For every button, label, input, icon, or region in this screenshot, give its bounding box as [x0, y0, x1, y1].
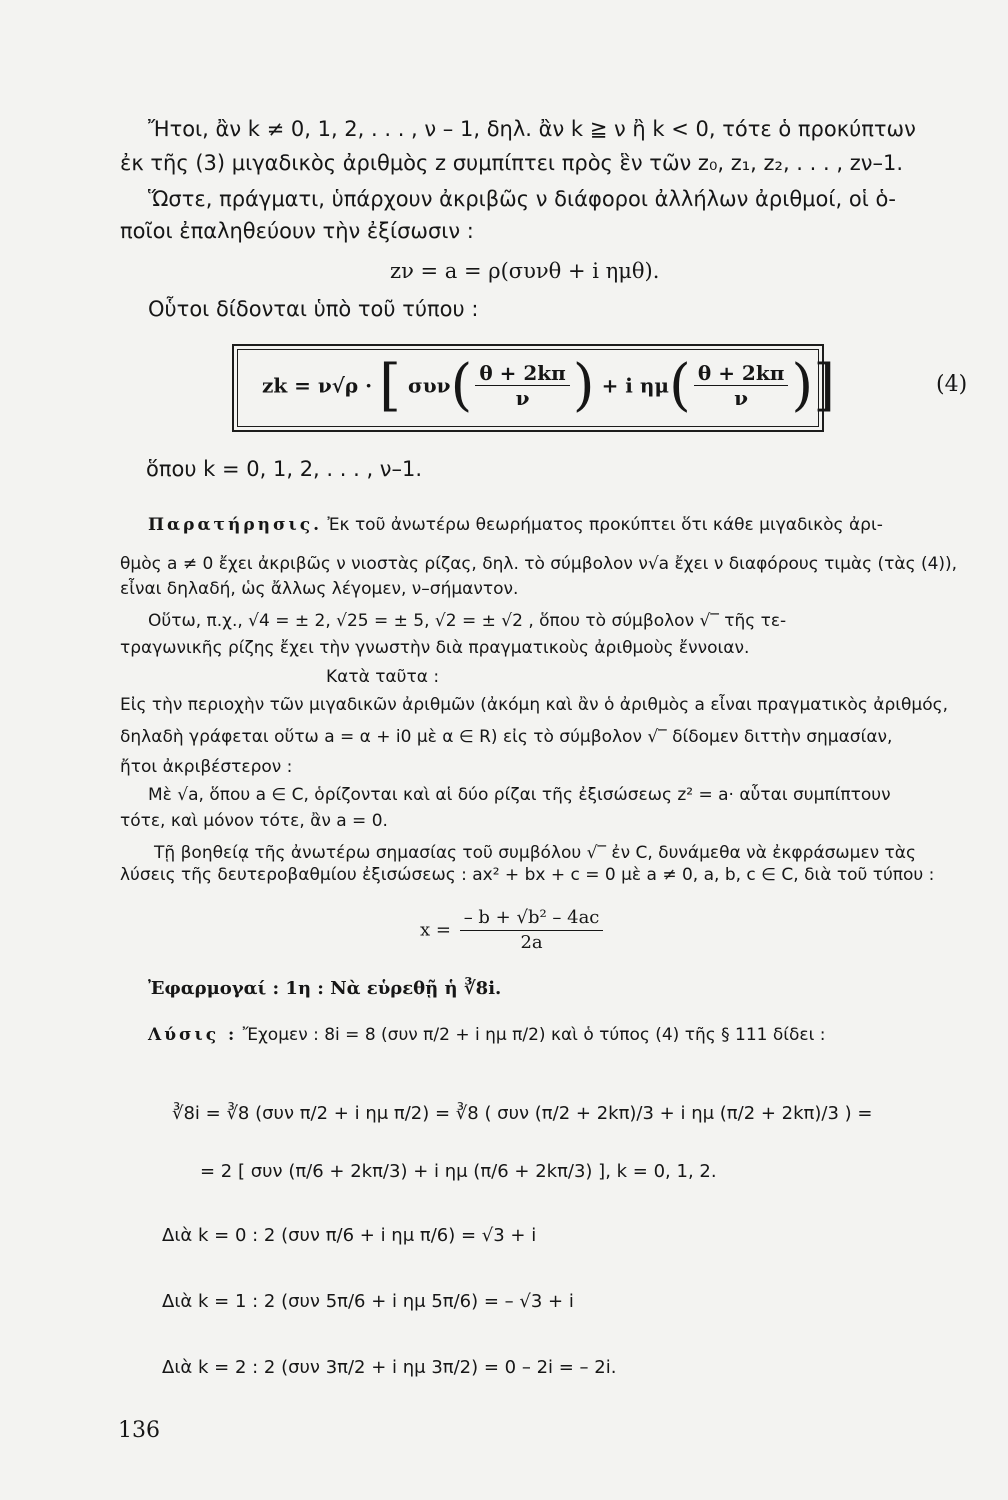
text-line: ποῖοι ἐπαληθεύουν τὴν ἐξίσωσιν :	[120, 219, 474, 243]
remark-text: τραγωνικῆς ρίζης ἔχει τὴν γνωστὴν διὰ πραγματικοὺς ἀριθμοὺς ἔννοιαν.	[120, 638, 750, 658]
remark-text: λύσεις τῆς δευτεροβαθμίου ἐξισώσεως : ax² + bx + c = 0 μὲ a ≠ 0, a, b, c ∈ C, διὰ τοῦ τύπου :	[120, 865, 935, 885]
case-k0: Διὰ k = 0 : 2 (συν π/6 + i ημ π/6) = √3 + i	[162, 1225, 537, 1246]
formula-4: zk = ν√ρ · [ συν( $\frac{\theta + 2k\pi}{\nu}$ ) + i ημ( $\frac{\theta + 2k\pi}{\nu}$ )]	[262, 353, 836, 418]
remark-text: Οὕτω, π.χ., √4 = ± 2, √25 = ± 5, √2 = ± √2 , ὅπου τὸ σύμβολον √‾ τῆς τε-	[148, 611, 787, 631]
quad-numerator: – b + √b² – 4ac	[460, 906, 604, 931]
applications-heading: Ἐφαρμογαί : 1η : Νὰ εὑρεθῇ ἡ ∛8i.	[148, 978, 502, 999]
general-solution: = 2 [ συν (π/6 + 2kπ/3) + i ημ (π/6 + 2kπ/3) ], k = 0, 1, 2.	[200, 1161, 717, 1182]
remark-text: Εἰς τὴν περιοχὴν τῶν μιγαδικῶν ἀριθμῶν (ἀκόμη καὶ ἂν ὁ ἀριθμὸς a εἶναι πραγματικὸς ἀριθμός,	[120, 695, 949, 715]
equation-number: (4)	[936, 372, 968, 397]
formula-num: θ + 2kπ	[694, 361, 788, 386]
remark-text: Κατὰ ταῦτα :	[326, 667, 440, 687]
remark-paragraph	[148, 514, 883, 536]
remark-text: Τῇ βοηθείᾳ τῆς ἀνωτέρω σημασίας τοῦ συμβόλου √‾ ἐν C, δυνάμεθα νὰ ἐκφράσωμεν τὰς	[154, 843, 916, 863]
case-k2: Διὰ k = 2 : 2 (συν 3π/2 + i ημ 3π/2) = 0 – 2i = – 2i.	[162, 1357, 617, 1378]
text-line: ὅπου k = 0, 1, 2, . . . , ν–1.	[146, 457, 423, 481]
text-line: ἐκ τῆς (3) μιγαδικὸς ἀριθμὸς z συμπίπτει πρὸς ἓν τῶν z₀, z₁, z₂, . . . , zν–1.	[120, 151, 903, 175]
remark-text: ἤτοι ἀκριβέστερον :	[120, 757, 293, 777]
remark-heading: Παρατήρησις.	[148, 515, 323, 535]
formula-num: θ + 2kπ	[475, 361, 569, 386]
solution-text: Ἔχομεν : 8i = 8 (συν π/2 + i ημ π/2) καὶ ὁ τύπος (4) τῆς § 111 δίδει :	[242, 1025, 826, 1045]
remark-text: τότε, καὶ μόνον τότε, ἂν a = 0.	[120, 811, 388, 831]
remark-text: Ἐκ τοῦ ἀνωτέρω θεωρήματος προκύπτει ὅτι κάθε μιγαδικὸς ἀρι-	[327, 515, 883, 535]
formula-sin: + i ημ	[601, 373, 670, 398]
cube-root-equation: ∛8i = ∛8 (συν π/2 + i ημ π/2) = ∛8 ( συν (π/2 + 2kπ)/3 + i ημ (π/2 + 2kπ)/3 ) =	[172, 1103, 873, 1124]
formula-cos: συν	[407, 373, 451, 398]
text-line: Ἤτοι, ἂν k ≠ 0, 1, 2, . . . , ν – 1, δηλ. ἂν k ≧ ν ἢ k < 0, τότε ὁ προκύπτων	[148, 117, 916, 141]
quad-lhs: x =	[420, 919, 451, 941]
equation-z-nu: zν = a = ρ(συνθ + i ημθ).	[390, 259, 660, 283]
quad-denominator: 2a	[520, 932, 543, 953]
remark-text: Μὲ √a, ὅπου a ∈ C, ὁρίζονται καὶ αἱ δύο ρίζαι τῆς ἐξισώσεως z² = a· αὗται συμπίπτουν	[148, 785, 891, 805]
remark-text: θμὸς a ≠ 0 ἔχει ἀκριβῶς ν νιοστὰς ρίζας, δηλ. τὸ σύμβολον ν√a ἔχει ν διαφόρους τιμὰς (τὰς (4)),	[120, 554, 958, 574]
formula-lhs: zk = ν√ρ ·	[262, 373, 373, 398]
quadratic-formula	[420, 906, 606, 955]
text-line: Οὗτοι δίδονται ὑπὸ τοῦ τύπου :	[148, 297, 479, 321]
solution-line	[148, 1024, 825, 1046]
formula-den: ν	[734, 386, 749, 410]
case-k1: Διὰ k = 1 : 2 (συν 5π/6 + i ημ 5π/6) = – √3 + i	[162, 1291, 574, 1312]
remark-text: δηλαδὴ γράφεται οὕτω a = α + i0 μὲ α ∈ R) εἰς τὸ σύμβολον √‾ δίδομεν διττὴν σημασίαν,	[120, 727, 893, 747]
page-number: 136	[118, 1418, 160, 1443]
formula-den: ν	[515, 386, 530, 410]
remark-text: εἶναι δηλαδή, ὡς ἄλλως λέγομεν, ν–σήμαντον.	[120, 579, 519, 599]
solution-label: Λύσις :	[148, 1025, 238, 1045]
text-line: Ὥστε, πράγματι, ὑπάρχουν ἀκριβῶς ν διάφοροι ἀλλήλων ἀριθμοί, οἱ ὁ-	[148, 187, 896, 211]
